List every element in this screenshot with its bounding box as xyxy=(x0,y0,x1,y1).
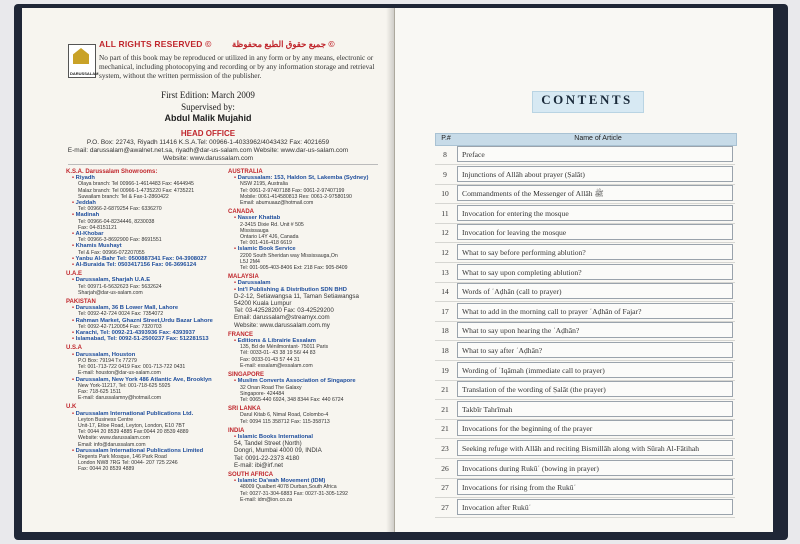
region-heading: CANADA xyxy=(228,209,254,216)
address-line: Regents Park Mosque, 146 Park Road xyxy=(78,453,167,460)
toc-article-title[interactable]: Invocation after Rukūʿ xyxy=(457,499,733,515)
address-line: Mobile: 0061-414580813 Res: 0061-2-97580190 xyxy=(240,193,352,200)
address-line: Tel: 0027-31-304-6883 Fax: 0027-31-305-1292 xyxy=(240,490,348,497)
toc-article-title[interactable]: Seeking refuge with Allāh and reciting Bismillāh along with Sūrah Al-Fātihah xyxy=(457,440,733,456)
toc-page-number: 17 xyxy=(441,306,449,316)
address-line: Tel: 03-42528200 Fax: 03-42529200 xyxy=(234,307,334,315)
toc-page-number: 18 xyxy=(441,346,449,355)
branch-name: • Darussalam xyxy=(234,280,388,286)
toc-page-number: 11 xyxy=(441,208,449,218)
address-line: Suwailam branch: Tel & Fax-1-2860422 xyxy=(78,193,169,200)
branch-name: • Khamis Mushayt xyxy=(72,243,226,249)
toc-row[interactable] xyxy=(435,380,735,400)
toc-row[interactable] xyxy=(435,439,735,459)
head-office-line: Website: www.darussalam.com xyxy=(162,155,254,162)
region-heading: FRANCE xyxy=(228,331,253,338)
toc-row[interactable] xyxy=(435,223,735,243)
region-heading: SINGAPORE xyxy=(228,372,265,379)
toc-page-number: 19 xyxy=(441,365,449,375)
toc-page-number: 21 xyxy=(441,424,449,434)
toc-page-number: 12 xyxy=(441,228,449,238)
address-line: D-2-12, Setiawangsa 11, Taman Setiawangsa xyxy=(234,292,359,300)
edition-line: First Edition: March 2009 xyxy=(161,90,255,100)
branch-name: • Darussalam International Publications Ltd. xyxy=(72,411,226,417)
rights-reserved-label: ALL RIGHTS RESERVED © xyxy=(99,39,212,49)
branch-name: • Darussalam, New York 486 Atlantic Ave, Brooklyn xyxy=(72,377,226,383)
toc-article-title[interactable]: Commandments of the Messenger of Allāh ﷺ xyxy=(457,185,733,201)
region-heading: MALAYSIA xyxy=(228,274,259,281)
address-line: Tel & Fax: 00966-072207055 xyxy=(78,249,145,256)
address-line: Tel: 0061-2-97407188 Fax: 0061-2-97407199 xyxy=(240,187,345,194)
region-heading: U.S.A xyxy=(66,345,83,352)
toc-row[interactable] xyxy=(435,459,735,479)
address-line: Email: info@darussalam.com xyxy=(78,441,146,448)
branch-name: • Muslim Converts Association of Singapore xyxy=(234,378,388,384)
address-line: E-mail: idm@ion.co.za xyxy=(240,496,292,503)
branch-name: • Darussalam: 153, Haldon St, Lakemba (Sydney) xyxy=(234,175,388,181)
region-heading: U.A.E xyxy=(66,271,83,278)
toc-page-number: 27 xyxy=(441,483,449,493)
address-line: Tel: 00966-3-8692900 Fax: 8691551 xyxy=(78,237,162,244)
logo-caption: DARUSSALAM xyxy=(70,71,99,76)
toc-row[interactable] xyxy=(435,498,735,518)
toc-article-title[interactable]: Takbīr Tahrīmah xyxy=(457,401,733,417)
address-line: Fax: 04-8151121 xyxy=(78,224,117,231)
supervisor-name: Abdul Malik Mujahid xyxy=(164,113,252,123)
address-line: Tel: 001-905-403-8406 Ext: 218 Fax: 905-8409 xyxy=(240,265,348,272)
address-line: Tel: 0092-42-7120054 Fax: 7320703 xyxy=(78,323,162,330)
branch-name: • Islamic Book Service xyxy=(234,246,388,252)
toc-row[interactable] xyxy=(435,263,735,283)
toc-page-number: 10 xyxy=(441,189,449,199)
address-line: Fax: 718-625 1511 xyxy=(78,388,122,395)
contents-page xyxy=(395,8,773,532)
branch-name: • Darussalam International Publications Limited xyxy=(72,448,226,454)
toc-page-number: 21 xyxy=(441,385,449,395)
toc-article-title[interactable]: Translation of the wording of Ṣalāt (the prayer) xyxy=(457,381,733,397)
toc-article-title[interactable]: Invocations during Rukūʿ (bowing in prayer) xyxy=(457,460,733,476)
branch-name: • Nasser Khattab xyxy=(234,215,388,221)
branch-name: • Islamabad, Tel: 0092-51-2500237 Fax: 512281513 xyxy=(72,336,226,342)
head-office-title: HEAD OFFICE xyxy=(180,129,236,138)
toc-row[interactable] xyxy=(435,302,735,322)
address-line: Leyton Business Centre xyxy=(78,416,134,423)
toc-row[interactable] xyxy=(435,478,735,498)
region-heading: INDIA xyxy=(228,427,245,434)
branch-name: • Madinah xyxy=(72,212,226,218)
branch-name: • Al-Buraida Tel: 0503417156 Fax: 06-3696124 xyxy=(72,262,226,268)
address-line: Malaz branch: Tel 00966-1-4735220 Fax: 4735221 xyxy=(78,187,195,194)
branch-name: • Darussalam, Sharjah U.A.E xyxy=(72,277,226,283)
address-line: 32 Onan Road The Galaxy xyxy=(240,384,302,391)
address-line: NSW 2195, Australia xyxy=(240,181,288,188)
showrooms-column-left xyxy=(66,166,226,473)
address-line: Email: darussalam@streamyx.com xyxy=(234,314,330,322)
region-heading: AUSTRALIA xyxy=(228,169,263,175)
address-line: Darul Kitab 6, Nimal Road, Colombo-4 xyxy=(240,412,329,419)
toc-header-name: Name of Article xyxy=(574,135,622,142)
address-line: New York-11217, Tel: 001-718-625 5925 xyxy=(78,382,171,389)
address-line: Tél: 0033-01- 43 38 19 56/ 44 83 xyxy=(240,350,316,357)
address-line: Fax: 0044 20 8539 4889 xyxy=(78,466,135,473)
book-emblem-icon xyxy=(73,48,89,64)
toc-article-title[interactable]: Injunctions of Allāh about prayer (Ṣalāt) xyxy=(457,166,733,182)
toc-article-title[interactable]: Preface xyxy=(457,146,733,162)
toc-page-number: 12 xyxy=(441,248,449,257)
toc-page-number: 9 xyxy=(443,169,447,179)
toc-page-number: 18 xyxy=(441,326,449,336)
toc-page-number: 23 xyxy=(441,444,449,453)
branch-name: • Rahman Market, Ghazni Street,Urdu Bazar Lahore xyxy=(72,318,226,324)
branch-name: • Int'l Publishing & Distribution SDN BHD xyxy=(234,287,388,293)
address-line: Dongri, Mumbai 4000 09, INDIA xyxy=(234,447,322,455)
toc-page-number: 26 xyxy=(441,463,449,473)
address-line: Tel: 0065-440 6924, 348 8344 Fax: 440 6724 xyxy=(240,396,344,403)
branch-name: • Islamic Da'wah Movement (IDM) xyxy=(234,478,388,484)
toc-page-number: 14 xyxy=(441,287,449,297)
toc-row[interactable] xyxy=(435,184,735,204)
address-line: Website: www.darussalam.com.my xyxy=(234,321,330,329)
address-line: Tel: 0094 115 358712 Fax: 115-358713 xyxy=(240,418,330,425)
address-line: L5J 2M4 xyxy=(240,258,260,265)
divider xyxy=(68,164,378,165)
toc-row[interactable] xyxy=(435,165,735,185)
address-line: Tel: 001-416-418 6619 xyxy=(240,240,292,247)
toc-article-title[interactable]: What to say after ʿAḍhān? xyxy=(457,342,733,358)
branch-name: • Riyadh xyxy=(72,175,226,181)
address-line: London NW8 7RG Tel: 0044- 207 725 2246 xyxy=(78,460,178,467)
branch-name: • Darussalam, Houston xyxy=(72,352,226,358)
address-line: 2-3415 Dixie Rd. Unit # 505 xyxy=(240,221,304,228)
address-line: Tel: 00966-04-8234446, 8230038 xyxy=(78,218,155,225)
toc-article-title[interactable]: Words of ʿAḍhān (call to prayer) xyxy=(457,283,733,299)
row-divider xyxy=(435,517,735,518)
address-line: Tel: 00966-2-6879254 Fax: 6336270 xyxy=(78,206,162,213)
supervised-label: Supervised by: xyxy=(181,102,235,112)
publisher-logo xyxy=(68,44,99,78)
address-line: Mississauga xyxy=(240,227,269,234)
address-line: Ontario L4Y 4J6, Canada xyxy=(240,234,299,241)
address-line: E-mail: ibi@irf.net xyxy=(234,461,283,469)
address-line: 135, Bd de Ménilmontant- 75011 Paris xyxy=(240,344,329,351)
copyright-notice: No part of this book may be reproduced or utilized in any form or by any means, electronic or mechanical, including photocopying and recording or by any information storage and retrieval system, without the written permission of the publisher. xyxy=(99,53,375,80)
address-line: E-mail: houston@dar-us-salam.com xyxy=(78,370,161,377)
address-line: E-mail: darussalamny@hotmail.com xyxy=(78,395,162,402)
address-line: 2200 South Sheridan way Mississauga,On xyxy=(240,252,338,259)
head-office-line: E-mail: darussalam@awalnet.net.sa, riyadh@dar-us-salam.com Website: www.dar-us-salam.com xyxy=(67,147,349,154)
address-line: Email: abumuaaz@hotmail.com xyxy=(240,200,314,207)
address-line: Website: www.darussalam.com xyxy=(78,435,150,442)
toc-page-number: 13 xyxy=(441,267,449,277)
address-line: 48009 Qualbert 4078 Durban,South Africa xyxy=(240,484,337,491)
branch-name: • Darussalam, 36 B Lower Mall, Lahore xyxy=(72,305,226,311)
region-heading: SRI LANKA xyxy=(228,406,261,413)
toc-row[interactable] xyxy=(435,282,735,302)
toc-row[interactable] xyxy=(435,400,735,420)
showrooms-column-right xyxy=(228,166,388,503)
address-line: Tel: 00971-6-5632623 Fax: 5632624 xyxy=(78,283,162,290)
branch-name: • Karachi, Tel: 0092-21-4393936 Fax: 4393937 xyxy=(72,330,226,336)
address-line: Singapore- 424484 xyxy=(240,390,285,397)
address-line: Sharjah@dar-us-salam.com xyxy=(78,289,143,296)
toc-article-title[interactable]: What to say upon completing ablution? xyxy=(457,264,733,280)
toc-article-title[interactable]: Wording of ʿIqāmah (immediate call to prayer) xyxy=(457,362,733,378)
region-heading: U.K xyxy=(66,404,77,411)
toc-page-number: 8 xyxy=(443,150,447,159)
toc-article-title[interactable]: Invocation for leaving the mosque xyxy=(457,224,733,240)
address-line: E-mail: essalam@essalam.com xyxy=(240,362,313,369)
toc-row[interactable] xyxy=(435,321,735,341)
address-line: Tel: 001-713-722 0419 Fax: 001-713-722 0431 xyxy=(78,364,186,371)
branch-name: • Islamic Books International xyxy=(234,434,388,440)
toc-article-title[interactable]: Invocations for rising from the Rukūʿ xyxy=(457,479,733,495)
address-line: Tel: 0091-22-2373 4180 xyxy=(234,454,300,462)
toc-row[interactable] xyxy=(435,361,735,381)
toc-row[interactable] xyxy=(435,204,735,224)
region-heading: K.S.A. Darussalam Showrooms: xyxy=(66,169,158,175)
toc-article-title[interactable]: Invocations for the beginning of the prayer xyxy=(457,420,733,436)
branch-name: • Editions & Librairie Essalam xyxy=(234,338,388,344)
toc-article-title[interactable]: Invocation for entering the mosque xyxy=(457,205,733,221)
address-line: 54200 Kuala Lumpur xyxy=(234,300,292,308)
region-heading: SOUTH AFRICA xyxy=(228,471,274,478)
toc-article-title[interactable]: What to say before performing ablution? xyxy=(457,244,733,260)
toc-row[interactable] xyxy=(435,145,735,165)
address-line: Olaya branch: Tel 00966-1-4614483 Fax: 4644945 xyxy=(78,181,194,188)
toc-row[interactable] xyxy=(435,243,735,263)
toc-page-number: 21 xyxy=(441,404,449,414)
toc-row[interactable] xyxy=(435,341,735,361)
toc-page-number: 27 xyxy=(441,502,449,512)
region-heading: PAKISTAN xyxy=(66,299,96,306)
address-line: Fax: 0033-01-43 57 44 31 xyxy=(240,356,300,363)
branch-name: • Jeddah xyxy=(72,200,226,206)
toc-header-page: P.# xyxy=(441,135,451,142)
address-line: P.O Box: 79194 Tx 77279 xyxy=(78,357,137,364)
toc-row[interactable] xyxy=(435,419,735,439)
address-line: Tel: 0044 20 8539 4885 Fax:0044 20 8539 4889 xyxy=(78,429,189,436)
address-line: 54, Tandel Street (North) xyxy=(234,440,302,448)
head-office-line: P.O. Box: 22743, Riyadh 11416 K.S.A.Tel: 00966-1-4033962/4043432 Fax: 4021659 xyxy=(86,139,330,146)
toc-article-title[interactable]: What to add in the morning call to prayer ʿAḍhān of Fajar? xyxy=(457,303,733,319)
contents-title: CONTENTS xyxy=(541,92,633,107)
branch-name: • Yanbu Al-Bahr Tel: 0500887341 Fax: 04-3908027 xyxy=(72,256,226,262)
rights-reserved-arabic: جميع حقوق الطبع محفوظة © xyxy=(232,39,335,49)
copyright-page xyxy=(22,8,395,532)
toc-article-title[interactable]: What to say upon hearing the ʿAḍhān? xyxy=(457,322,733,338)
branch-name: • Al-Khobar xyxy=(72,231,226,237)
address-line: Tel: 0092-42-724 0024 Fax: 7354072 xyxy=(78,311,164,318)
address-line: Unit-17, Etloe Road, Leyton, London, E10 7BT xyxy=(78,422,185,429)
